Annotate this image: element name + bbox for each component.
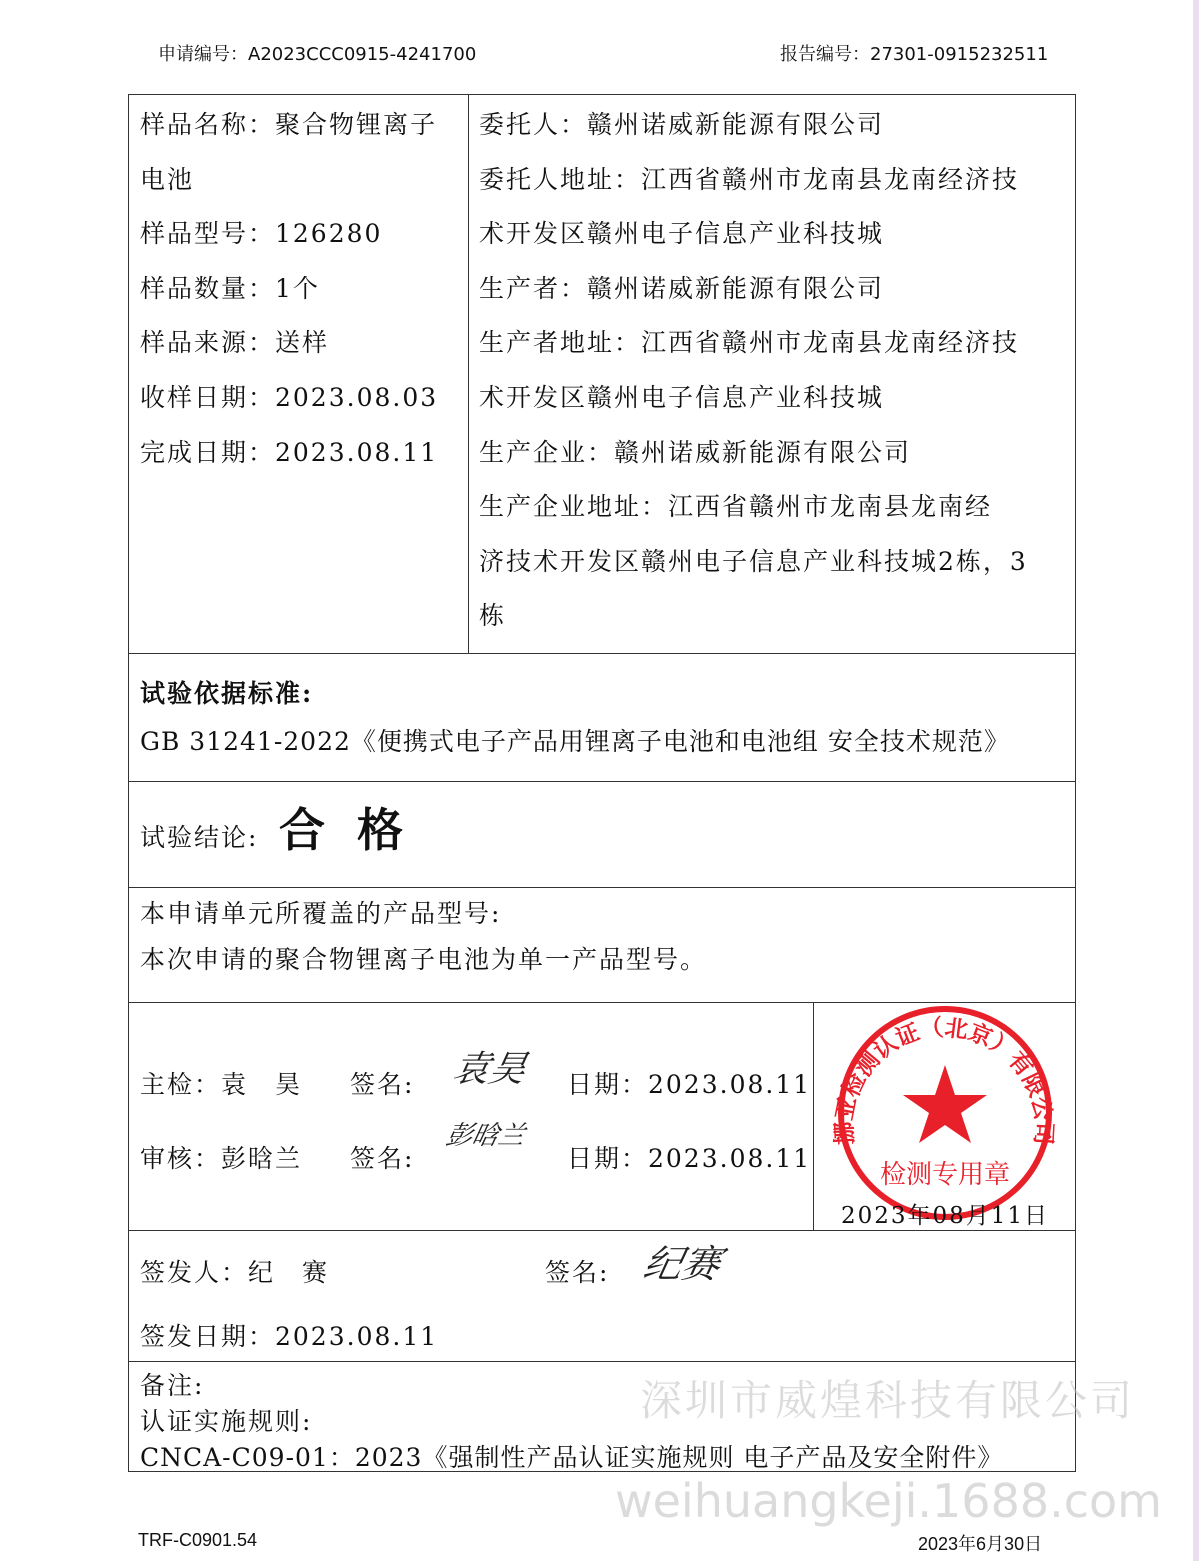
- coverage-row: [129, 888, 1075, 1003]
- client-address-cont: 术开发区赣州电子信息产业科技城: [479, 219, 885, 249]
- standard-label: 试验依据标准:: [140, 679, 314, 708]
- page-edge: [1193, 0, 1199, 1561]
- review-date: 日期：2023.08.11: [567, 1144, 812, 1173]
- review-signature: 彭晗兰: [443, 1121, 528, 1151]
- star-icon: [903, 1065, 987, 1143]
- standard-row: [129, 654, 1075, 782]
- form-date: 2023年6月30日: [918, 1534, 1043, 1554]
- sample-source: 样品来源：送样: [140, 328, 330, 358]
- issuer-row: [129, 1231, 1075, 1362]
- report-number: 报告编号：27301-0915232511: [780, 44, 1049, 65]
- issue-date: 签发日期：2023.08.11: [140, 1322, 439, 1351]
- manufacturer-address-cont: 术开发区赣州电子信息产业科技城: [479, 382, 885, 412]
- conclusion-row: [129, 782, 1075, 888]
- standard-value: GB 31241-2022《便携式电子产品用锂离子电池和电池组 安全技术规范》: [140, 727, 1010, 756]
- watermark-company: 深圳市威煌科技有限公司: [640, 1376, 1136, 1425]
- issuer-sign-label: 签名:: [545, 1258, 610, 1287]
- sample-name-cont: 电池: [140, 164, 195, 194]
- manufacturer-address: 生产者地址：江西省赣州市龙南县龙南经济技: [479, 328, 1020, 358]
- factory-address: 生产企业地址：江西省赣州市龙南县龙南经: [479, 492, 993, 522]
- form-number: TRF-C0901.54: [138, 1530, 258, 1550]
- receive-date: 收样日期：2023.08.03: [140, 382, 439, 412]
- complete-date: 完成日期：2023.08.11: [140, 437, 439, 467]
- sample-client-row: [129, 95, 1075, 654]
- remarks-label: 备注:: [140, 1371, 205, 1400]
- main-date: 日期：2023.08.11: [567, 1070, 812, 1099]
- report-table: [128, 94, 1076, 1472]
- client-address: 委托人地址：江西省赣州市龙南县龙南经济技: [479, 164, 1020, 194]
- inspection-row: [129, 1003, 1075, 1231]
- factory-address-end: 栋: [479, 601, 507, 631]
- reviewer: 审核：彭晗兰: [140, 1144, 303, 1173]
- sample-info: [140, 98, 438, 480]
- rule-value: CNCA-C09-01：2023《强制性产品认证实施规则 电子产品及安全附件》: [140, 1443, 1004, 1472]
- conclusion-value: 合 格: [279, 803, 412, 857]
- sample-quantity: 样品数量：1个: [140, 273, 320, 303]
- manufacturer: 生产者：赣州诺威新能源有限公司: [479, 273, 885, 303]
- factory-address-cont: 济技术开发区赣州电子信息产业科技城2栋，3: [479, 546, 1028, 576]
- seal-date: 2023年08月11日: [840, 1203, 1050, 1229]
- coverage-label: 本申请单元所覆盖的产品型号:: [140, 899, 502, 928]
- client-info: [479, 98, 1028, 644]
- main-signature: 袁昊: [449, 1049, 530, 1090]
- issuer: 签发人：纪 赛: [140, 1258, 330, 1287]
- coverage-value: 本次申请的聚合物锂离子电池为单一产品型号。: [140, 945, 708, 974]
- seal-type: 检测专用章: [879, 1160, 1011, 1190]
- main-sign-label: 签名:: [350, 1070, 415, 1099]
- sample-model: 样品型号：126280: [140, 219, 383, 249]
- conclusion-label: 试验结论:: [140, 823, 259, 852]
- watermark-url: weihuangkeji.1688.com: [615, 1474, 1162, 1528]
- application-number: 申请编号：A2023CCC0915-4241700: [158, 44, 477, 65]
- client: 委托人：赣州诺威新能源有限公司: [479, 110, 885, 139]
- inspection-seal: [829, 1003, 1069, 1229]
- review-sign-label: 签名:: [350, 1144, 415, 1173]
- issuer-signature: 纪赛: [639, 1242, 725, 1286]
- sample-name: 样品名称：聚合物锂离子: [140, 110, 438, 139]
- factory: 生产企业：赣州诺威新能源有限公司: [479, 437, 912, 467]
- rule-label: 认证实施规则:: [140, 1407, 313, 1436]
- main-inspector: 主检：袁 昊: [140, 1070, 303, 1099]
- seal-org: 挪亚检测认证（北京）有限公司: [831, 1015, 1057, 1146]
